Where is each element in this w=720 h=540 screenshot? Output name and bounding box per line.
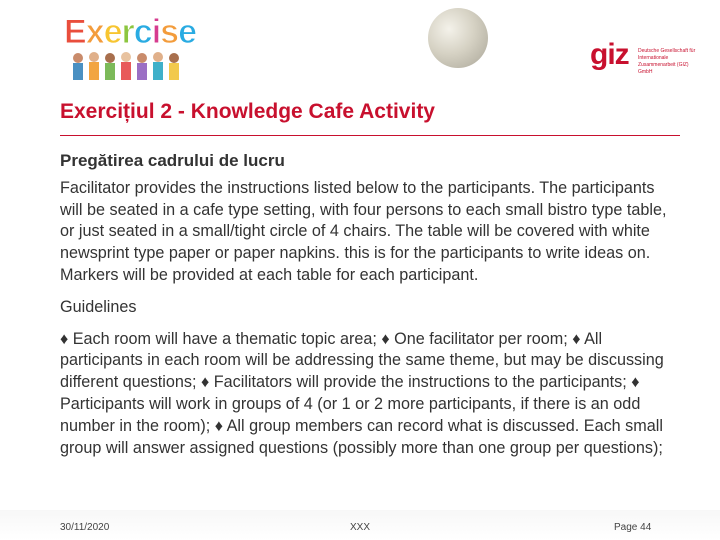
giz-logo-text: giz <box>590 38 629 71</box>
exercise-logo-text: Exercise <box>64 13 196 51</box>
globe-image <box>428 8 488 68</box>
guidelines-label: Guidelines <box>60 297 137 316</box>
slide-body <box>60 150 670 469</box>
giz-logo <box>590 38 700 76</box>
footer-date: 30/11/2020 <box>60 522 110 533</box>
footer-page-number: Page 44 <box>614 522 652 533</box>
people-illustration <box>68 50 186 80</box>
slide-title: Exercițiul 2 - Knowledge Cafe Activity <box>60 100 435 123</box>
exercise-logo <box>60 10 196 82</box>
section-subheading: Pregătirea cadrului de lucru <box>60 151 285 170</box>
title-divider <box>60 135 680 136</box>
footer-center-text: XXX <box>350 522 371 533</box>
guidelines-paragraph: ♦ Each room will have a thematic topic area; ♦ One facilitator per room; ♦ All participants in each room will be addressing the same theme, but may be discussing different questions; ♦ Facilitators will provide the instructions to the participants; ♦ Participants will work in groups of 4 (or 1 or 2 more participants, if there is an odd number in the room); ♦ All group members can record what is discussed. Each small group will answer assigned questions (possibly more than one group per questions); <box>60 329 664 457</box>
intro-paragraph: Facilitator provides the instructions listed below to the participants. The participants will be seated in a cafe type setting, with four persons to each small bistro type table, or just seated in a small/tight circle of 4 chairs. The table will be covered with white newsprint type paper or paper napkins. this is for the participants to write ideas on. Markers will be provided at each table for each participant. <box>60 178 667 284</box>
giz-logo-subtext: Deutsche Gesellschaft für Internationale Zusammenarbeit (GIZ) GmbH <box>638 48 696 75</box>
